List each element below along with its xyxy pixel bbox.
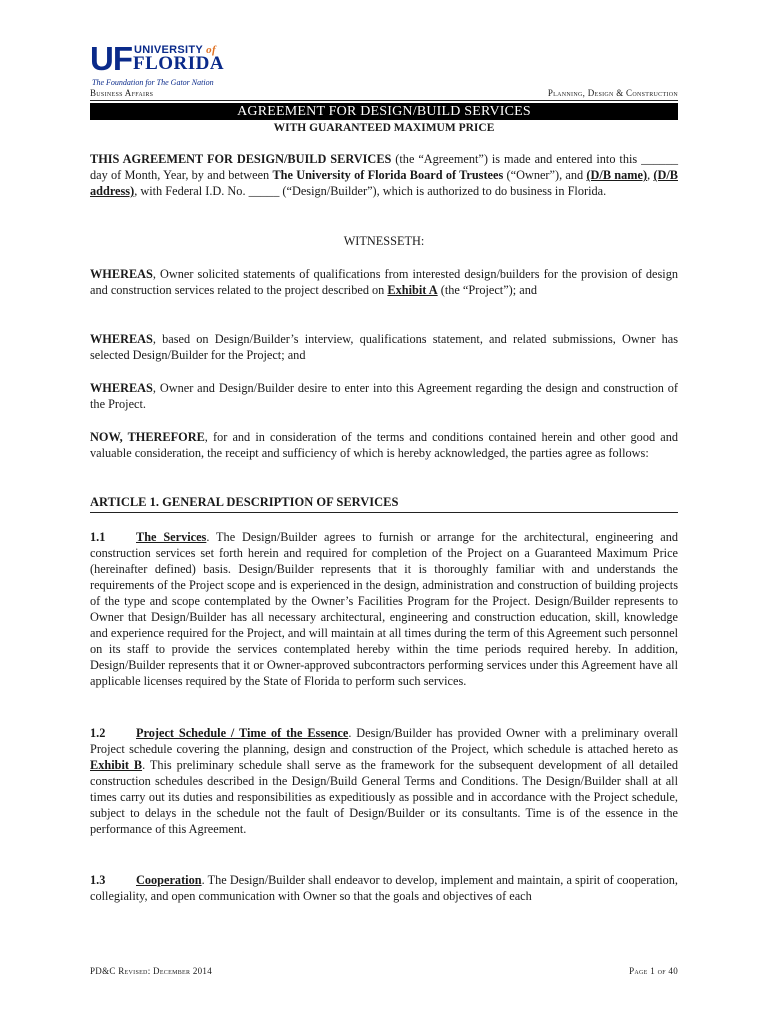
exhibit-b-reference: Exhibit B xyxy=(90,758,143,772)
document-title: AGREEMENT FOR DESIGN/BUILD SERVICES xyxy=(90,103,678,120)
witnesseth-heading: WITNESSETH: xyxy=(343,234,425,248)
whereas-paragraph-2: WHEREAS, based on Design/Builder’s interview, qualifications statement, and related submissions, Owner has selected Design/Builder for the Project; and xyxy=(90,332,678,362)
document-subtitle: WITH GUARANTEED MAXIMUM PRICE xyxy=(273,122,495,134)
section-1-2: 1.2 Project Schedule / Time of the Essence. Design/Builder has provided Owner with a preliminary overall Project schedule covering the planning, design and construction of the Project, which schedule is attached hereto as Exhibit B. This preliminary schedule shall serve as the framework for the subsequent development of all detailed construction schedules described in the Design/Build General Terms and Conditions. The Design/Builder shall at all times carry out its duties and responsibilities as expeditiously as possible and in accordance with the Project schedule, subject to delays in the schedule not the fault of Design/Builder or its consultants. Time is of the essence in the performance of this Agreement. xyxy=(90,726,678,836)
logo-uf-mark: UF xyxy=(90,40,132,77)
section-1-3: 1.3 Cooperation. The Design/Builder shall endeavor to develop, implement and maintain, a spirit of cooperation, collegiality, and open communication with Owner so that the goals and objectives of each xyxy=(90,873,678,903)
section-heading: The Services xyxy=(136,530,207,544)
uf-logo xyxy=(90,42,250,88)
section-1-1: 1.1 The Services. The Design/Builder agrees to furnish or arrange for the architectural, engineering and construction services set forth herein and required for completion of the Project on a Guaranteed Maximum Price (hereinafter defined) basis. Design/Builder represents that it is thoroughly familiar with and understands the requirements of the Project scope and is experienced in the design, administration and construction of building projects of the type and scope contemplated by the Owner’s Facilities Program for the Project. Design/Builder represents to Owner that Design/Builder has all necessary architectural, engineering and construction education, skill, knowledge and experience required for the Project, and will maintain at all times during the term of this Agreement such personnel on its staff to provide the services contemplated hereby within the time periods required hereby. In addition, Design/Builder represents that it or Owner-approved subcontractors performing services under this Agreement have all applicable licenses required by the State of Florida to perform such services. xyxy=(90,530,678,688)
exhibit-a-reference: Exhibit A xyxy=(387,283,438,297)
section-heading: Project Schedule / Time of the Essence xyxy=(136,726,349,740)
footer-revision: PD&C Revised: December 2014 xyxy=(90,966,213,976)
header-left: Business Affairs xyxy=(90,88,154,98)
logo-tagline: The Foundation for The Gator Nation xyxy=(92,78,214,87)
section-heading: Cooperation xyxy=(136,873,202,887)
intro-paragraph: THIS AGREEMENT FOR DESIGN/BUILD SERVICES (the “Agreement”) is made and entered into this ______ day of Month, Year, by and between The University of Florida Board of Trustees (“Owner”), and (D/B name), (D/B address), with Federal I.D. No. _____ (“Design/Builder”), which is authorized to do business in Florida. xyxy=(90,152,678,198)
whereas-paragraph-3: WHEREAS, Owner and Design/Builder desire to enter into this Agreement regarding the design and construction of the Project. xyxy=(90,381,678,411)
header-right: Planning, Design & Construction xyxy=(547,88,678,98)
now-therefore-paragraph: NOW, THEREFORE, for and in consideration of the terms and conditions contained herein and other good and valuable consideration, the receipt and sufficiency of which is hereby acknowledged, the parties agree as follows: xyxy=(90,430,679,460)
whereas-paragraph-1: WHEREAS, Owner solicited statements of qualifications from interested design/builders for the provision of design and construction services related to the project described on Exhibit A (the “Project”); and xyxy=(90,267,678,297)
footer-page-number: Page 1 of 40 xyxy=(629,966,678,976)
section-number: 1.2 xyxy=(90,726,106,740)
page-footer xyxy=(90,966,678,978)
logo-florida-text: FLORIDA xyxy=(133,53,225,74)
logo-university-text: UNIVERSITY of xyxy=(134,44,216,56)
section-number: 1.1 xyxy=(90,530,106,544)
section-number: 1.3 xyxy=(90,873,106,887)
page-header xyxy=(90,88,678,101)
article-1-heading: ARTICLE 1. GENERAL DESCRIPTION OF SERVICES xyxy=(90,494,678,513)
